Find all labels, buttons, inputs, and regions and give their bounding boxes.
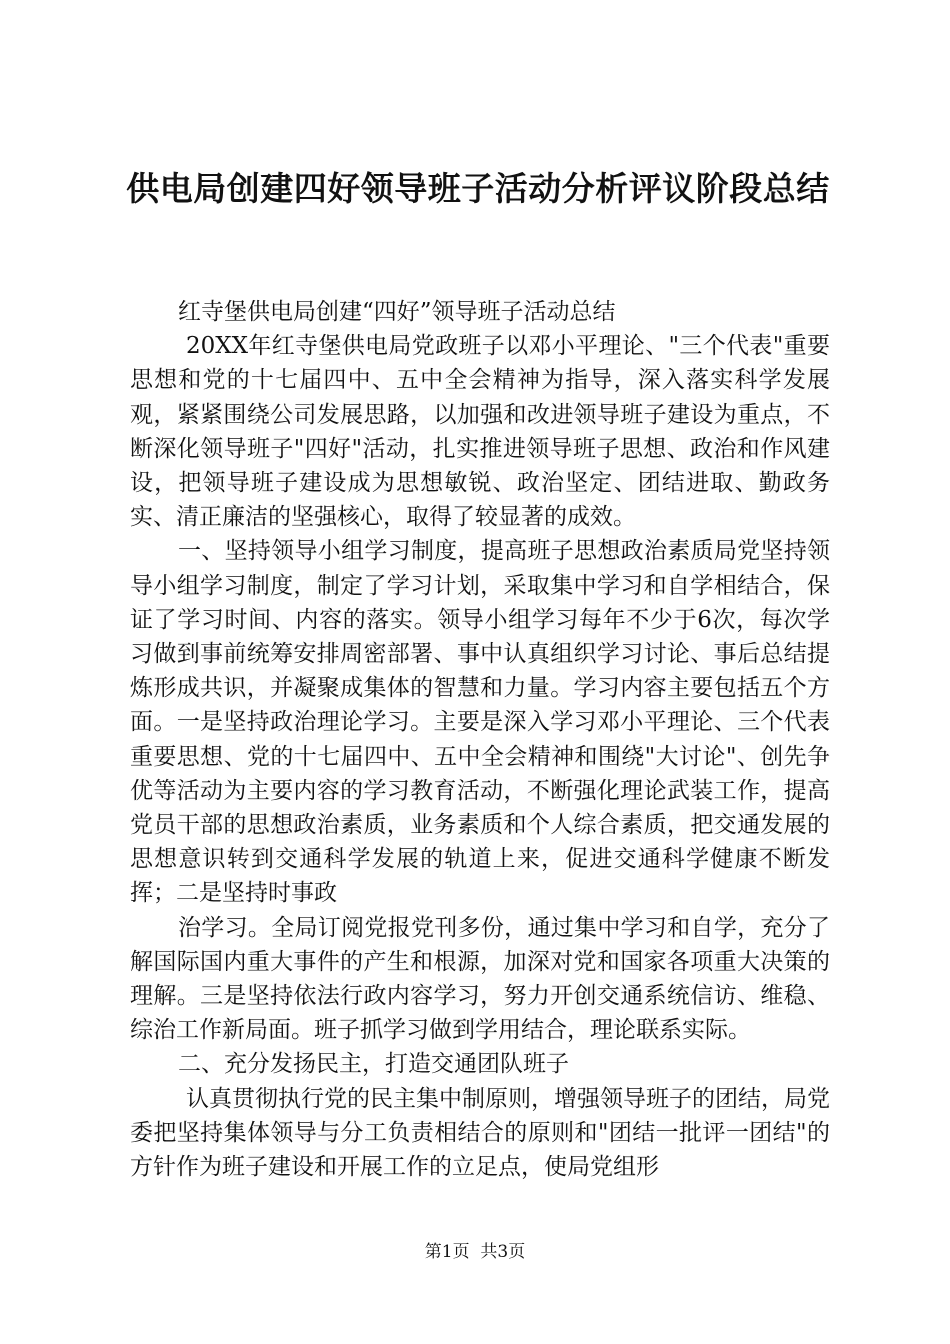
political-study-paragraph: 治学习。全局订阅党报党刊多份，通过集中学习和自学，充分了解国际国内重大事件的产生和根源，加深对党和国家各项重大决策的理解。三是坚持依法行政内容学习，努力开创交通系统信访、维稳、综治工作新局面。班子抓学习做到学用结合，理论联系实际。	[130, 914, 830, 1044]
document-body	[130, 295, 830, 1184]
total-pages: 共3页	[480, 1242, 526, 1262]
document-title: 供电局创建四好领导班子活动分析评议阶段总结	[126, 169, 830, 208]
democracy-paragraph: 认真贯彻执行党的民主集中制原则，增强领导班子的团结，局党委把坚持集体领导与分工负责相结合的原则和"团结一批评一团结"的方针作为班子建设和开展工作的立足点，使局党组形	[130, 1085, 830, 1181]
footer-spacer	[470, 1242, 481, 1262]
page-number: 第1页	[424, 1242, 470, 1262]
section-one-paragraph: 一、坚持领导小组学习制度，提高班子思想政治素质局党坚持领导小组学习制度，制定了学习计划，采取集中学习和自学相结合，保证了学习时间、内容的落实。领导小组学习每年不少于6次，每次学习做到事前统筹安排周密部署、事中认真组织学习讨论、事后总结提炼形成共识，并凝聚成集体的智慧和力量。学习内容主要包括五个方面。一是坚持政治理论学习。主要是深入学习邓小平理论、三个代表重要思想、党的十七届四中、五中全会精神和围绕"大讨论"、创先争优等活动为主要内容的学习教育活动，不断强化理论武装工作，提高党员干部的思想政治素质，业务素质和个人综合素质，把交通发展的思想意识转到交通科学发展的轨道上来，促进交通科学健康不断发挥；二是坚持时事政	[130, 538, 830, 907]
page-footer	[0, 1240, 950, 1264]
intro-paragraph: 20XX年红寺堡供电局党政班子以邓小平理论、"三个代表"重要思想和党的十七届四中、五中全会精神为指导，深入落实科学发展观，紧紧围绕公司发展思路，以加强和改进领导班子建设为重点，不断深化领导班子"四好"活动，扎实推进领导班子思想、政治和作风建设，把领导班子建设成为思想敏锐、政治坚定、团结进取、勤政务实、清正廉洁的坚强核心，取得了较显著的成效。	[130, 333, 830, 531]
subtitle-paragraph: 红寺堡供电局创建“四好”领导班子活动总结	[178, 299, 616, 325]
section-two-heading: 二、充分发扬民主，打造交通团队班子	[178, 1051, 569, 1078]
